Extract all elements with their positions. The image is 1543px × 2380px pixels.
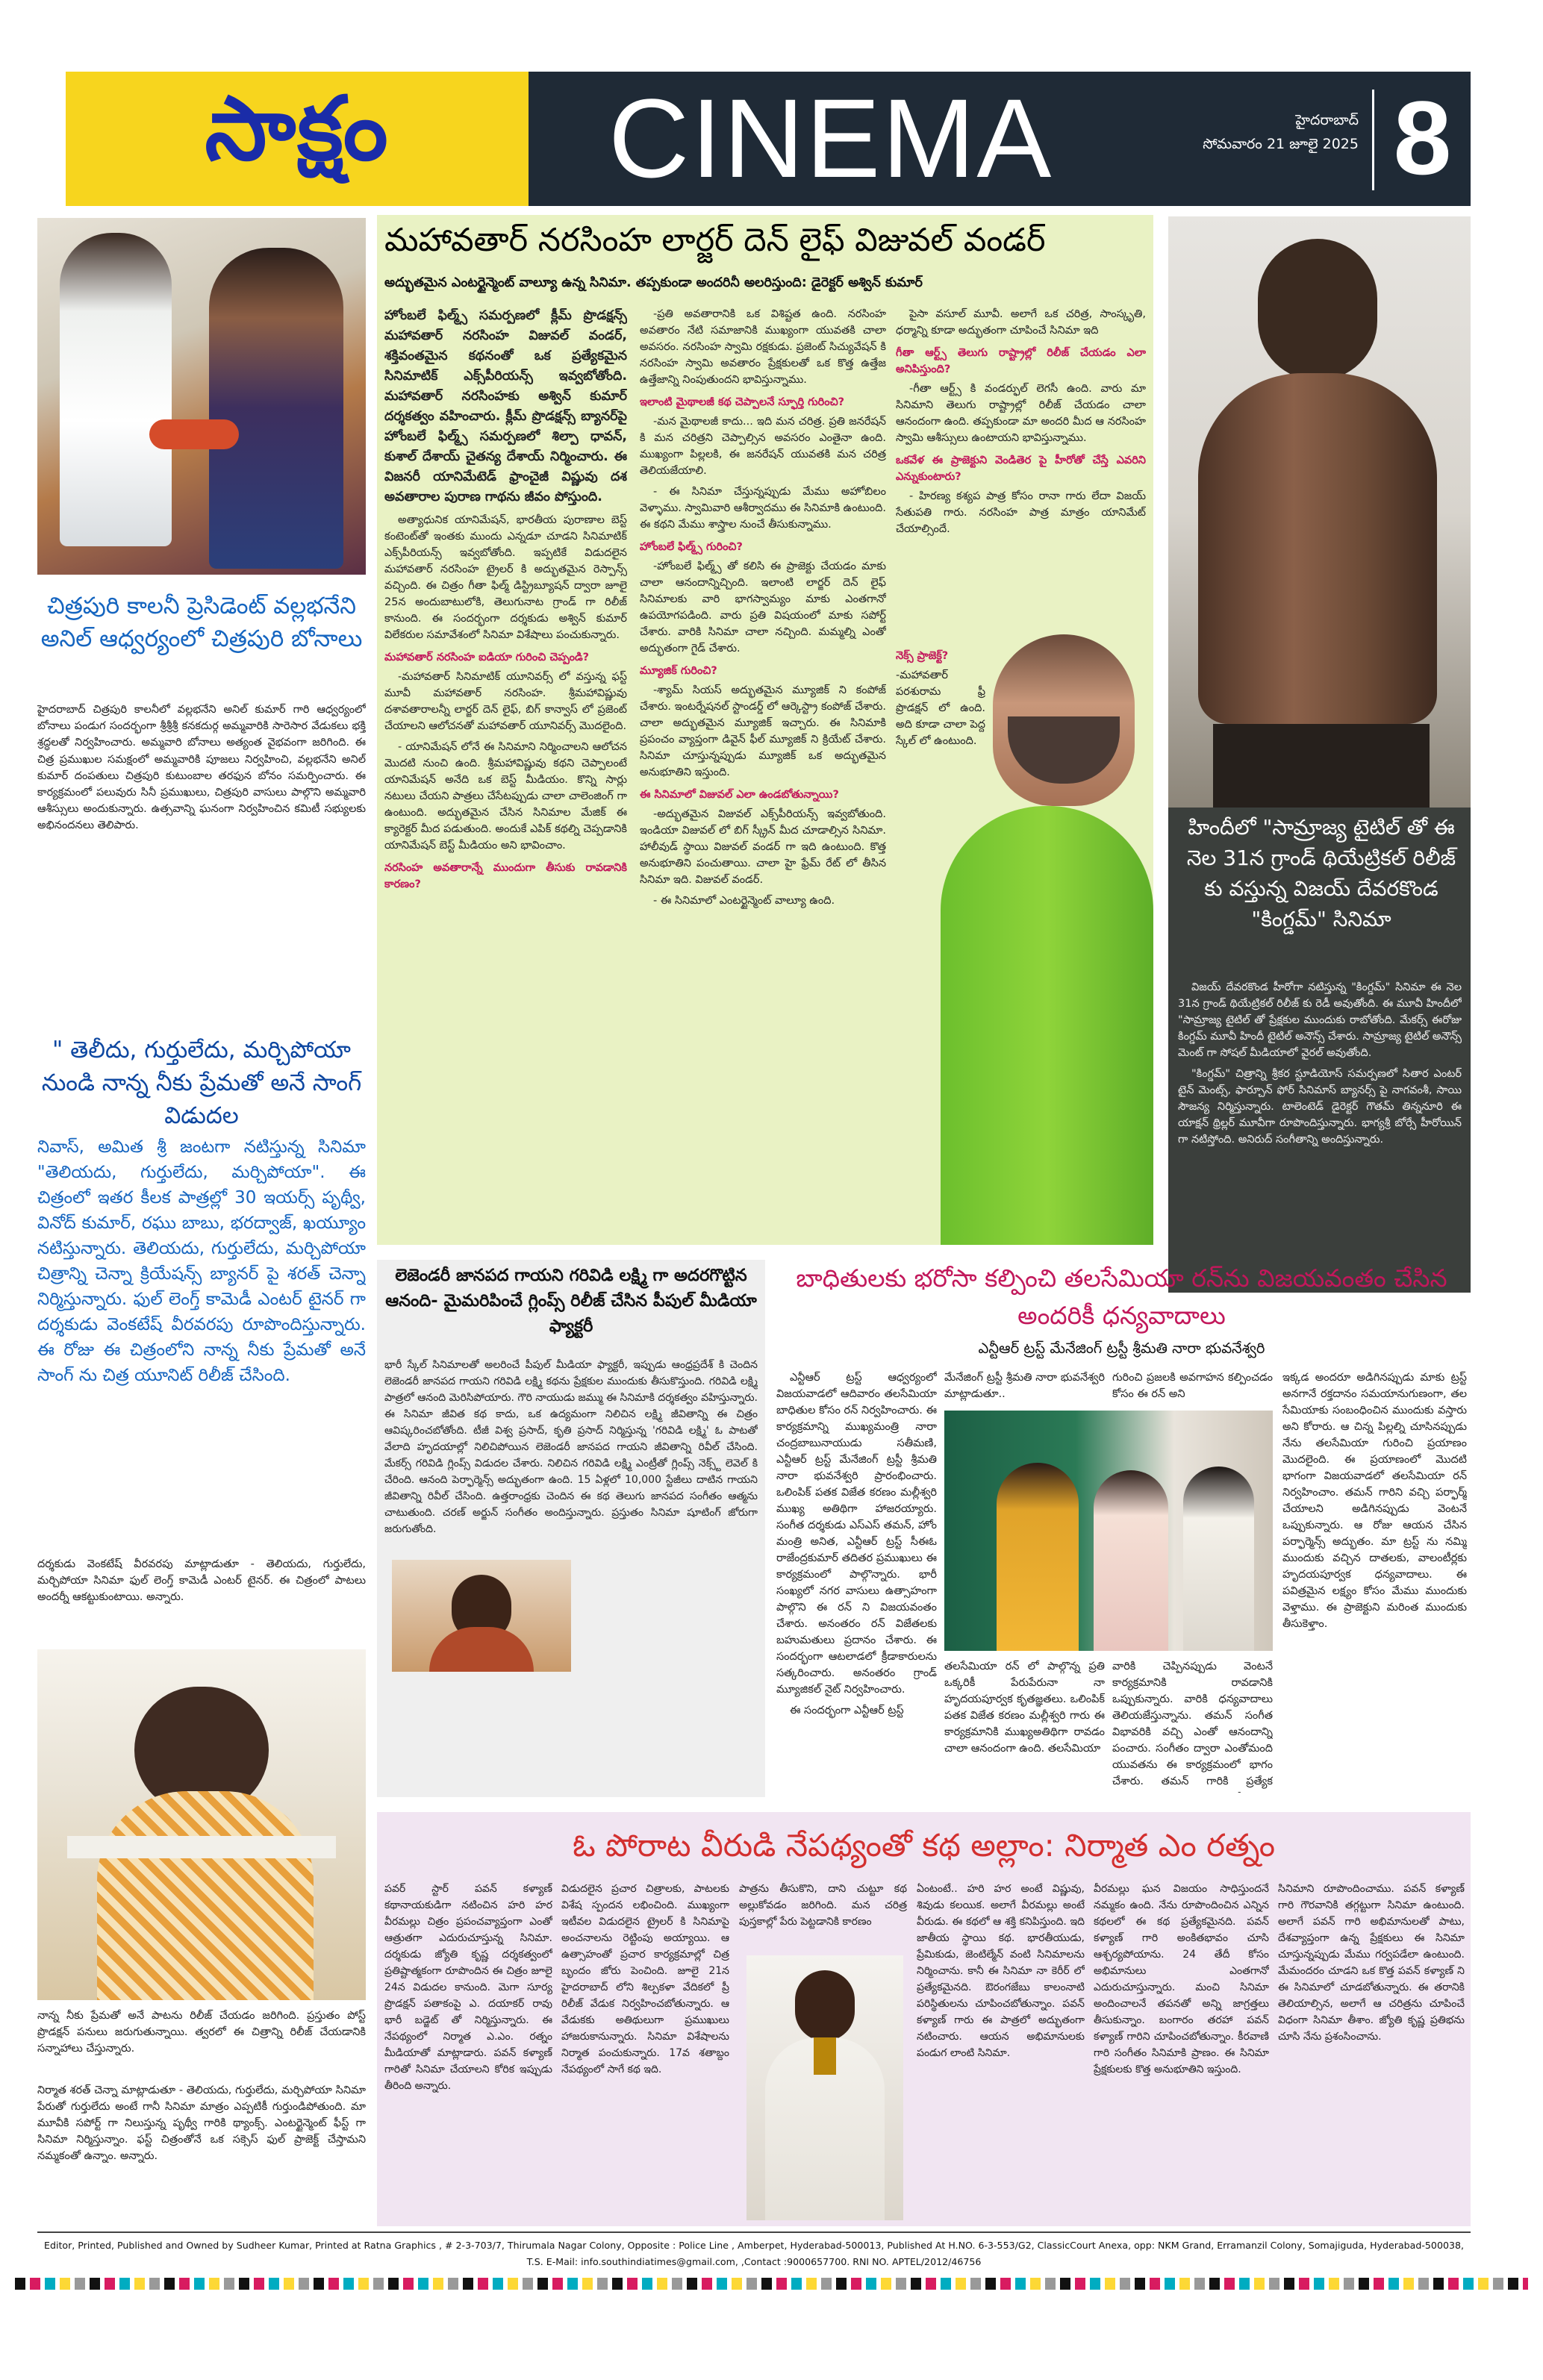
kingdom-headline: హిందీలో "సామ్రాజ్య టైటిల్ తో ఈ నెల 31న గ్రాండ్ థియేట్రికల్ రిలీజ్ కు వస్తున్న విజయ్ దేవరకొండ "కింగ్డమ్" సినిమా xyxy=(1186,815,1456,931)
footer-imprint: Editor, Printed, Published and Owned by Sudheer Kumar, Printed at Ratna Graphics , # 2-3-703/7, Thirumala Nagar Colony, Opposite : Police Line , Amberpet, Hyderabad-500013, Published At H.NO. 6-3-553/G2, ClassicCourt Anexa, opp: NKM Grand, Erramanzil Colony, Somajiguda, Hyderabad-500038, xyxy=(44,2240,1464,2251)
main-col-1-lead: హోంబలే ఫిల్మ్స్ సమర్పణలో క్లీమ్ ప్రొడక్షన్స్ మహావతార్ నరసింహ విజువల్ వండర్, శక్తివంతమైన కథనంతో ఒక ప్రత్యేకమైన సినిమాటిక్ ఎక్స్‌పీరియన్స్ ఇవ్వబోతోంది. మహావతార్ నరసింహకు అశ్విన్ కుమార్ దర్శకత్వం వహించారు. క్లీమ్ ప్రొడక్షన్స్ బ్యానర్‌పై హోంబలే ఫిల్మ్స్ సమర్పణలో శిల్పా ధావన్, కుశాల్ దేశాయ్ చైతన్య దేశాయ్ నిర్మించారు. ఈ విజనరీ యానిమేటెడ్ ఫ్రాంచైజీ విష్ణువు దశ అవతారాల పురాణ గాథను జీవం పోస్తుంది. xyxy=(384,308,627,505)
gummadi-body: భారీ స్కేల్ సినిమాలతో అలరించే పీపుల్ మీడియా ఫ్యాక్టరీ, ఇప్పుడు ఆంధ్రప్రదేశ్ కి చెందిన లెజెండరీ జానపద గాయని గరివిడి లక్ష్మి కథను ప్రేక్షకుల ముందుకు తీసుకొస్తుంది. గరివిడి లక్ష్మి పాత్రలో ఆనంది మెరిసిపోయారు. గౌరి నాయుడు జమ్ము ఈ సినిమాకి దర్శకత్వం వహిస్తున్నారు. ఈ సినిమా జీవిత కథ కాదు, ఒక ఉద్యమంగా నిలిచిన లక్ష్మి జీవితాన్ని ఈ చిత్రం ఆవిష్కరించబోతోంది. టీజీ విశ్వ ప్రసాద్, కృతి ప్రసాద్ నిర్మిస్తున్న 'గరివిడి లక్ష్మి' ఓ పాటతో వేలాది హృదయాల్లో నిలిచిపోయిన లెజెండరీ జానపద గాయని జీవితాన్ని రివీల్ చేసింది. మేకర్స్ గరివిడి గ్లింప్స్ విడుదల చేశారు. నిలిచిన గరివిడి లక్ష్మి ఎంట్రీతో గ్లింప్స్ నెక్స్ట్ లెవెల్ కి చేరింది. ఆనంది పెర్ఫార్మెన్స్ అద్భుతంగా ఉంది. 15 ఏళ్లలో 10,000 స్టేజీలు దాటిన గాయని జీవితాన్ని రివీల్ చేసింది. ఉత్తరాంధ్రకు చెందిన ఈ కథ తెలుగు జానపద సంగీతం ఆత్మను చాటుతుంది. చరణ్ అర్జున్ సంగీతం అందిస్తున్నారు. ప్రస్తుతం సినిమా షూటింగ్ జోరుగా జరుగుతోంది. xyxy=(384,1359,758,1535)
song-intro: నివాస్, అమిత శ్రీ జంటగా నటిస్తున్న సినిమా "తెలియదు, గుర్తులేదు, మర్చిపోయా". ఈ చిత్రంలో ఇతర కీలక పాత్రల్లో 30 ఇయర్స్ పృథ్వీ, వినోద్ కుమార్, రఘు బాబు, భరద్వాజ్, ఖయ్యూం నటిస్తున్నారు. తెలియదు, గుర్తులేదు, మర్చిపోయా చిత్రాన్ని చెన్నా క్రియేషన్స్ బ్యానర్ పై శరత్ చెన్నా నిర్మిస్తున్నారు. ఫుల్ లెంగ్త్ కామెడీ ఎంటర్ టైనర్ గా దర్శకుడు వెంకటేష్ వీరవరపు రూపొందిస్తున్నారు. ఈ రోజు ఈ చిత్రంలోని నాన్న నీకు ప్రేమతో అనే సాంగ్ ను చిత్ర యూనిట్ రిలీజ్ చేసింది. xyxy=(37,1137,366,1385)
main-q8: ఒకవేళ ఈ ప్రాజెక్టుని వెండితెర పై హీరోతో చేస్తే ఎవరిని ఎన్నుకుంటారు? xyxy=(896,455,1146,483)
logo: సాక్షం xyxy=(205,76,390,180)
main-col-3 xyxy=(896,306,1146,634)
song-body-3: నిర్మాత శరత్ చెన్నా మాట్లాడుతూ - తెలియదు, గుర్తులేదు, మర్చిపోయా సినిమా పేరుతో గుర్తులేదు అంటే గానీ సినిమా మాత్రం ఎప్పటికీ గుర్తుండిపోతుంది. మా మూవీకి సపోర్ట్ గా నిలుస్తున్న పృథ్వీ గారికి థ్యాంక్స్. ఎంటర్టైన్మెంట్ ఫీస్ట్ గా సినిమా నిర్మిస్తున్నాం. ఫస్ట్ చిత్రంతోనే ఒక సక్సెస్ ఫుల్ ప్రాజెక్ట్ చేస్తామని నమ్మకంతో ఉన్నాం. అన్నారు. xyxy=(37,2084,366,2162)
kingdom-body-2: "కింగ్డమ్" చిత్రాన్ని శ్రీకర స్టూడియోస్ సమర్పణలో సితార ఎంటర్ టైన్ మెంట్స్, ఫార్చూన్ ఫోర్ సినిమాస్ బ్యానర్స్ పై నాగవంశీ, సాయి సౌజన్య నిర్మిస్తున్నారు. టాలెంటెడ్ డైరెక్టర్ గౌతమ్ తిన్ననూరి ఈ యాక్షన్ థ్రిల్లర్ మూవీగా రూపొందిస్తున్నారు. భాగ్యశ్రీ బోర్సే హీరోయిన్ గా నటిస్తోంది. అనిరుద్ సంగీతాన్ని అందిస్తున్నారు. xyxy=(1178,1068,1462,1146)
song-headline: " తెలీదు, గుర్తులేదు, మర్చిపోయా నుండి నాన్న నీకు ప్రేమతో అనే సాంగ్ విడుదల xyxy=(41,1037,362,1129)
main-deck: అద్భుతమైన ఎంటర్టైన్మెంట్ వాల్యూ ఉన్న సినిమా. తప్పకుండా అందరినీ అలరిస్తుంది: డైరెక్టర్ అశ్విన్ కుమార్ xyxy=(384,275,923,290)
thalassemia-col-3a: గురించి ప్రజలకి అవగాహన కల్పించడం కోసం ఈ రన్ అని xyxy=(1112,1372,1273,1400)
bonalu-headline: చిత్రపురి కాలనీ ప్రెసిడెంట్ వల్లభనేని అనిల్ ఆధ్వర్యంలో చిత్రపురి బోనాలు xyxy=(40,593,363,652)
footer-rule xyxy=(37,2231,1471,2233)
main-q6: ఈ సినిమాలో విజువల్ ఎలా ఉండబోతున్నాయి? xyxy=(640,789,839,801)
thalassemia-col-2a: మేనేజింగ్ ట్రస్టీ శ్రీమతి నారా భువనేశ్వరి మాట్లాడుతూ.. xyxy=(944,1372,1105,1400)
main-a7: -గీతా ఆర్ట్స్ కి వండర్ఫుల్ లెగసీ ఉంది. వారు మా సినిమాని తెలుగు రాష్ట్రాల్లో రిలీజ్ చేయడం చాలా ఆనందంగా ఉంది. తప్పకుండా మా అందరి మీద ఆ నరసింహ స్వామి ఆశీస్సులు ఉంటాయని భావిస్తున్నాము. xyxy=(896,383,1146,444)
thalassemia-col-4: ఇక్కడ అందరూ అడిగినప్పుడు మాకు ట్రస్ట్ అనగానే రక్తదానం సమయానుగుణంగా, తల సేమియాకు సంబంధించిన ముందుకు వస్తారు అని కోరారు. ఆ చిన్న పిల్లల్ని చూసినప్పుడు నేను తలసేమియా గురించి ప్రయాణం మొదలైంది. ఈ ప్రయాణంలో మొదటి భాగంగా విజయవాడలో తలసేమియా రన్ నిర్వహించాం. తమన్ గారిని వచ్చి పర్ఫార్మ్ చేయాలని అడిగినప్పుడు వెంటనే ఒప్పుకున్నారు. ఆ రోజు ఆయన చేసిన పర్ఫార్మెన్స్ అద్భుతం. మా ట్రస్ట్ ను నమ్మి ముందుకు వచ్చిన దాతలకు, వాలంటీర్లకు హృదయపూర్వక ధన్యవాదాలు. ఈ పవిత్రమైన లక్ష్యం కోసం మేము ముందుకు వెళ్తాము. ఈ ప్రాజెక్టుని మరింత ముందుకు తీసుకెళ్తాం. xyxy=(1282,1372,1467,1630)
logo-block xyxy=(66,72,529,206)
thalassemia-col-3: వారికి చెప్పినప్పుడు వెంటనే కార్యక్రమానికి రావడానికి ఒప్పుకున్నారు. వారికి ధన్యవాదాలు తెలియజేస్తున్నాను. తమన్ సంగీత విభావరికి వచ్చి ఎంతో ఆనందాన్ని పంచారు. సంగీతం ద్వారా ఎంతోమంది యువతను ఈ కార్యక్రమంలో భాగం చేశారు. తమన్ గారికి ప్రత్యేక xyxy=(1112,1661,1273,1787)
main-a1: -మహావతార్ సినిమాటిక్ యూనివర్స్ లో వస్తున్న ఫస్ట్ మూవీ మహావతార్ నరసింహ. శ్రీమహావిష్ణువు దశావతారాలన్నీ లార్జర్ దెన్ లైఫ్, బిగ్ కాన్వాస్ లో ప్రజెంట్ చేయాలని ఆలోచనతో మహావతార్ యూనివర్స్ మొదలైంది. xyxy=(384,671,627,732)
footer-imprint-2: T.S. E-Mail: info.southindiatimes@gmail.com, ,Contact :9000657700. RNI NO. APTEL/2012/46756 xyxy=(526,2256,982,2267)
page-number: 8 xyxy=(1393,79,1452,196)
section-title: CINEMA xyxy=(608,75,1053,201)
hhvm-col-4: ఏంటంటే.. హరి హర అంటే విష్ణువు, శివుడు కలయిక. అలాగే వీరమల్లు అంటే వీరుడు. ఈ కథలో ఆ శక్తి కనిపిస్తుంది. ఇది జాతీయ స్థాయి కథ. భారతీయుడు, ప్రేమికుడు, జెంటిల్మేన్ వంటి సినిమాలను నిర్మించాను. కానీ ఈ సినిమా నా కెరీర్ లో ప్రత్యేకమైనది. ఔరంగజేబు కాలంనాటి పరిస్థితులను చూపించబోతున్నాం. పవన్ కళ్యాణ్ గారు ఈ పాత్రలో అద్భుతంగా నటించారు. ఆయన అభిమానులకు పండుగ లాంటి సినిమా. xyxy=(917,1883,1085,2059)
thalassemia-headline: బాధితులకు భరోసా కల్పించి తలసేమియా రన్‌ను విజయవంతం చేసిన అందరికీ ధన్యవాదాలు xyxy=(796,1264,1447,1330)
main-q5: మ్యూజిక్ గురించి? xyxy=(640,665,717,677)
thalassemia-deck: ఎన్టీఆర్ ట్రస్ట్ మేనేజింగ్ ట్రస్టీ శ్రీమతి నారా భువనేశ్వరి xyxy=(978,1340,1265,1357)
main-q2: నరసింహ అవతారాన్నే ముందుగా తీసుకు రావడానికి కారణం? xyxy=(384,862,627,890)
main-headline: మహావతార్ నరసింహ లార్జర్ దెన్ లైఫ్ విజువల్ వండర్ xyxy=(384,222,1046,259)
main-q1: మహావతార్ నరసింహ ఐడియా గురించి చెప్పండి? xyxy=(384,652,590,663)
main-a4: -హోంబలే ఫిల్మ్స్ తో కలిసి ఈ ప్రాజెక్టు చేయడం మాకు చాలా ఆనందాన్నిచ్చింది. ఇలాంటి లార్జర్ దెన్ లైఫ్ సినిమాలకు వారి భాగస్వామ్యం మాకు ఎంతగానో ఉపయోగపడింది. వారు ప్రతి విషయంలో మాకు సపోర్ట్ చేశారు. వారికి సినిమా చాలా నచ్చింది. మమ్మల్ని ఎంతో అద్భుతంగా గైడ్ చేశారు. xyxy=(640,560,886,655)
main-q4: హోంబలే ఫిల్మ్స్ గురించి? xyxy=(640,541,743,553)
song-body: దర్శకుడు వెంకటేష్ వీరవరపు మాట్లాడుతూ - తెలియదు, గుర్తులేదు, మర్చిపోయా సినిమా ఫుల్ లెంగ్త్ కామెడీ ఎంటర్ టైనర్. ఈ చిత్రంలో పాటలు అందర్నీ ఆకట్టుకుంటాయి. అన్నారు. xyxy=(37,1558,366,1603)
gummadi-headline: లెజెండరీ జానపద గాయని గరివిడి లక్ష్మి గా అదరగొట్టిన ఆనంది- మైమరిపించే గ్లింప్స్ రిలీజ్ చేసిన పీపుల్ మీడియా ఫ్యాక్టరీ xyxy=(385,1266,757,1336)
main-col-1 xyxy=(384,306,627,1239)
thalassemia-col-1-body: ఎన్టీఆర్ ట్రస్ట్ ఆధ్వర్యంలో విజయవాడలో ఆదివారం తలసేమియా బాధితుల కోసం రన్ నిర్వహించారు. ఈ కార్యక్రమాన్ని ముఖ్యమంత్రి నారా చంద్రబాబునాయుడు సతీమణి, ఎన్టీఆర్ ట్రస్ట్ మేనేజింగ్ ట్రస్టీ శ్రీమతి నారా భువనేశ్వరి ప్రారంభించారు. ఒలింపిక్ పతక విజేత కరణం మల్లీశ్వరి ముఖ్య అతిథిగా హాజరయ్యారు. సంగీత దర్శకుడు ఎస్ఎస్ తమన్, హోం మంత్రి అనిత, ఎన్టీఆర్ ట్రస్ట్ సీఈఓ రాజేంద్రకుమార్ తదితర ప్రముఖులు ఈ కార్యక్రమంలో పాల్గొన్నారు. భారీ సంఖ్యలో నగర వాసులు ఉత్సాహంగా పాల్గొని ఈ రన్ ని విజయవంతం చేశారు. అనంతరం రన్ విజేతలకు బహుమతులు ప్రదానం చేశారు. ఈ సందర్భంగా ఆటలాడలో క్రీడాకారులను సత్కరించారు. అనంతరం గ్రాండ్ మ్యూజికల్ నైట్ నిర్వహించారు. xyxy=(776,1372,937,1696)
hhvm-photo xyxy=(746,1955,903,2220)
thalassemia-photo xyxy=(944,1411,1273,1651)
main-a1b: - యానిమేషన్ లోనే ఈ సినిమాని నిర్మించాలని ఆలోచన మొదటి నుంచి ఉంది. శ్రీమహావిష్ణువు కథని చెప్పాలంటే యానిమేషన్ అనేది ఒక బెస్ట్ మీడియం. కొన్ని సార్లు నటులు చేయని పాత్రలు చేసేటప్పుడు చాలా చాలెంజింగ్ గా ఉంటుంది. అద్భుతమైన చేసిన సినిమాల మేజిక్ ఈ క్యారెక్టర్ మీద పడుతుంది. అందుకే ఎపిక్ కథల్ని చెప్పడానికి యానిమేషన్ బెస్ట్ మీడియం అని భావించాం. xyxy=(384,741,627,852)
hhvm-col-6: సినిమాని రూపొందించాము. పవన్ కళ్యాణ్ గారి గౌరవానికి తగ్గట్టుగా సినిమా ఉంటుంది. అలాగే పవన్ గారి అభిమానులతో పాటు, దేశవ్యాప్తంగా ఉన్న ప్రేక్షకులు ఈ సినిమా చూస్తున్నప్పుడు మేము గర్వపడేలా ఉంటుంది. మేమందరం చూడని ఒక కొత్త పవన్ కళ్యాణ్ ని ఈ సినిమాలో చూడబోతున్నారు. ఈ తరానికి తెలియాల్సిన, అలాగే ఆ చరిత్రను చూపించే విధంగా సినిమా తీశాం. జ్యోతి కృష్ణ ప్రతిభను చూసి నేను ప్రశంసించాను. xyxy=(1278,1883,1465,2043)
main-a5: -శ్యామ్ సియస్ అద్భుతమైన మ్యూజిక్ ని కంపోజ్ చేశారు. ఇంటర్నేషనల్ స్టాండర్డ్ లో ఆర్కెస్ట్రా కంపోజ్ చేశారు. చాలా అద్భుతమైన మ్యూజిక్ ఇచ్చారు. ఈ సినిమాకి ప్రపంచం వ్యాప్తంగా డివైన్ ఫీల్ మ్యూజిక్ ని క్రియేట్ చేశారు. సినిమా చూస్తున్నప్పుడు మ్యూజిక్ ఒక అద్భుతమైన అనుభూతిని ఇస్తుంది. xyxy=(640,684,886,778)
hhvm-col-5: వీరమల్లు ఘన విజయం సాధిస్తుందనే నమ్మకం ఉంది. నేను రూపొందించిన ఎన్నిన కథలలో ఈ కథ ప్రత్యేకమైనది. పవన్ కళ్యాణ్ గారి అంకితభావం చూసి ఆశ్చర్యపోయాను. 24 తేదీ కోసం అభిమానులు ఎంతగానో ఎదురుచూస్తున్నారు. మంచి సినిమా అందించాలనే తపనతో అన్ని జాగ్రత్తలు తీసుకున్నాం. బంగారం తరహా పవన్ కళ్యాణ్ గారిని చూపించబోతున్నాం. కీరవాణి గారి సంగీతం సినిమాకి ప్రాణం. ఈ సినిమా ప్రేక్షకులకు కొత్త అనుభూతిని ఇస్తుంది. xyxy=(1094,1883,1269,2076)
director-photo xyxy=(896,619,1153,1245)
thalassemia-col-1b: ఈ సందర్భంగా ఎన్టీఆర్ ట్రస్ట్ xyxy=(790,1705,904,1717)
masthead-city: హైదరాబాద్ xyxy=(1295,112,1359,128)
main-q7: గీతా ఆర్ట్స్ తెలుగు రాష్ట్రాల్లో రిలీజ్ చేయడం ఎలా అనిపిస్తుంది? xyxy=(896,347,1146,375)
hhvm-col-2: విడుదలైన ప్రచార చిత్రాలకు, పాటలకు విశేష స్పందన లభించింది. ముఖ్యంగా ఇటీవల విడుదలైన ట్రైలర్ కి సినిమాపై అంచనాలను రెట్టింపు అయ్యాయి. ఆ ఉత్సాహంతో ప్రచార కార్యక్రమాల్లో చిత్ర బృందం జోరు పెంచింది. జూలై 21న హైదరాబాద్ లోని శిల్పకళా వేదికలో ప్రీ రిలీజ్ వేడుక నిర్వహించబోతున్నారు. ఆ వేడుకకు అతిథులుగా ప్రముఖులు హాజరుకానున్నారు. సినిమా విశేషాలను నిర్మాత పంచుకున్నారు. 17వ శతాబ్దం నేపథ్యంలో సాగే కథ ఇది. xyxy=(561,1883,729,2076)
main-a9: -మహావతార్ పరశురామ ఫ్రీ ప్రొడక్షన్ లో ఉంది. అది కూడా చాలా పెద్ద స్కేల్ లో ఉంటుంది. xyxy=(896,669,985,747)
masthead-divider xyxy=(1372,90,1374,190)
main-a8: - హిరణ్య కశ్యప పాత్ర కోసం రానా గారు లేదా విజయ్ సేతుపతి గారు. నరసింహ పాత్ర మాత్రం యానిమేట్ చేయాల్సిందే. xyxy=(896,490,1146,535)
kingdom-poster xyxy=(1168,216,1471,808)
kingdom-body xyxy=(1178,979,1462,1285)
bonalu-photo xyxy=(37,218,366,575)
main-a3: -మన మైథాలజీ కాదు... ఇది మన చరిత్ర. ప్రతి జనరేషన్ కి మన చరిత్రని చెప్పాల్సిన అవసరం ఎంతైనా ఉంది. ముఖ్యంగా పిల్లలకి, ఈ జనరేషన్ యువతకి మన చరిత్ర తెలియజేయాలి. xyxy=(640,416,886,477)
masthead-date: సోమవారం 21 జూలై 2025 xyxy=(1203,136,1359,152)
main-col-2-body: -ప్రతి అవతారానికి ఒక విశిష్టత ఉంది. నరసింహ అవతారం నేటి సమాజానికి ముఖ్యంగా యువతకి చాలా అవసరం. నరసింహ స్వామి రక్షకుడు. ప్రజెంట్ సిచ్యువేషన్ కి నరసింహ స్వామి అవతారం ప్రేక్షకులతో ఒక కొత్త ఉత్తేజ ఉత్తేజాన్ని నింపుతుందని భావిస్తున్నాము. xyxy=(640,308,886,386)
main-a3b: - ఈ సినిమా చేస్తున్నప్పుడు మేము అహోబిలం వెళ్ళాము. స్వామివారి ఆశీర్వాదము ఈ సినిమాకి ఉంటుంది. ఈ కథని మేము శాస్త్రాల నుంచే తీసుకున్నాము. xyxy=(640,486,886,531)
hhvm-col-3: పాత్రను తీసుకొని, దాని చుట్టూ కథ అల్లుకోవడం జరిగింది. మన చరిత్ర పుస్తకాల్లో పేరు పెట్టడానికి కారణం xyxy=(739,1883,907,1928)
hhvm-col-1: పవర్ స్టార్ పవన్ కళ్యాణ్ కథానాయకుడిగా నటించిన హరి హర వీరమల్లు చిత్రం ప్రపంచవ్యాప్తంగా ఎంతో ఆత్రుతగా ఎదురుచూస్తున్న సినిమా. దర్శకుడు జ్యోతి కృష్ణ దర్శకత్వంలో ప్రతిష్టాత్మకంగా రూపొందిన ఈ చిత్రం జూలై 24న విడుదల కానుంది. మెగా సూర్య ప్రొడక్షన్ పతాకంపై ఎ. దయాకర్ రావు భారీ బడ్జెట్ తో నిర్మిస్తున్నారు. ఈ నేపథ్యంలో నిర్మాత ఎ.ఎం. రత్నం మీడియాతో మాట్లాడారు. పవన్ కళ్యాణ్ గారితో సినిమా చేయాలని కోరిక ఇప్పుడు తీరింది అన్నారు. xyxy=(384,1883,552,2092)
main-col-2 xyxy=(640,306,886,1239)
color-registration-bar xyxy=(15,2278,1528,2290)
main-col-1-body: అత్యాధునిక యానిమేషన్, భారతీయ పురాణాల బెస్ట్ కంటెంట్‌తో ఇంతకు ముందు ఎన్నడూ చూడని సినిమాటిక్ ఎక్స్‌పీరియన్స్ ఇవ్వబోతోంది. ఇప్పటికే విడుదలైన మహావతార్ నరసింహ ట్రైలర్ కి అద్భుతమైన రెస్పాన్స్ వచ్చింది. ఈ చిత్రం గీతా ఫిల్మ్ డిస్ట్రిబ్యూషన్ ద్వారా జూలై 25న అందుబాటులోకి, తెలుగునాట గ్రాండ్ గా రిలీజ్ కానుంది. ఈ సందర్భంగా దర్శకుడు అశ్విన్ కుమార్ విలేకరుల సమావేశంలో సినిమా విశేషాలు పంచుకున్నారు. xyxy=(384,514,627,641)
main-q3: ఇలాంటి మైథాలజీ కథ చెప్పాలనే స్ఫూర్తి గురించి? xyxy=(640,396,845,408)
gummadi-photo xyxy=(392,1560,571,1672)
song-photo xyxy=(37,1649,366,2000)
main-col-3-body: పైసా వసూల్ మూవీ. అలాగే ఒక చరిత్ర, సాంస్కృతి, ధర్మాన్ని కూడా అద్భుతంగా చూపించే సినిమా ఇది xyxy=(896,308,1146,337)
main-a6: -అద్భుతమైన విజువల్ ఎక్స్‌పీరియన్స్ ఇవ్వబోతుంది. ఇండియా విజువల్ లో బిగ్ స్క్రీన్ మీద చూడాల్సిన సినిమా. హాలీవుడ్ స్థాయి విజువల్ వండర్ గా ఇది ఉంటుంది. కొత్త అనుభూతిని పంచుతాయి. చాలా హై ఫ్రేమ్ రేట్ లో తీసిన సినిమా ఇది. విజువల్ వండర్. xyxy=(640,808,886,886)
thalassemia-col-1 xyxy=(776,1369,937,1795)
main-q9: నెక్స్ ప్రాజెక్ట్? xyxy=(896,650,949,662)
main-a6b: - ఈ సినిమాలో ఎంటర్టైన్మెంట్ వాల్యూ ఉంది. xyxy=(653,895,835,907)
song-body-2: నాన్న నీకు ప్రేమతో అనే పాటను రిలీజ్ చేయడం జరిగింది. ప్రస్తుతం పోస్ట్ ప్రొడక్షన్ పనులు జరుగుతున్నాయి. త్వరలో ఈ చిత్రాన్ని రిలీజ్ చేయడానికి సన్నాహాలు చేస్తున్నారు. xyxy=(37,2010,366,2055)
thalassemia-col-2: తలసేమియా రన్ లో పాల్గొన్న ప్రతి ఒక్కరికీ పేరుపేరునా నా హృదయపూర్వక కృతజ్ఞతలు. ఒలింపిక్ పతక విజేత కరణం మల్లీశ్వరి గారు ఈ కార్యక్రమానికి ముఖ్యఅతిథిగా రావడం చాలా ఆనందంగా ఉంది. తలసేమియా xyxy=(944,1661,1105,1755)
hhvm-headline: ఓ పోరాట వీరుడి నేపథ్యంతో కథ అల్లాం: నిర్మాత ఎం రత్నం xyxy=(572,1827,1276,1864)
kingdom-body-1: విజయ్ దేవరకొండ హీరోగా నటిస్తున్న "కింగ్డమ్" సినిమా ఈ నెల 31న గ్రాండ్ థియేట్రికల్ రిలీజ్ కు రెడీ అవుతోంది. ఈ మూవీ హిందీలో "సామ్రాజ్య టైటిల్ తో ప్రేక్షకుల ముందుకు రాబోతోంది. మేకర్స్ ఈరోజు కింగ్డమ్ మూవీ హిందీ టైటిల్ అనౌన్స్ చేశారు. సామ్రాజ్య టైటిల్ అనౌన్స్ మెంట్ గా సోషల్ మీడియాలో వైరల్ అవుతోంది. xyxy=(1178,981,1462,1059)
bonalu-body: హైదరాబాద్ చిత్రపురి కాలనీలో వల్లభనేని అనిల్ కుమార్ గారి ఆధ్వర్యంలో బోనాలు పండుగ సందర్భంగా శ్రీశ్రీశ్రీ కనకదుర్గ అమ్మవారికి సారెసార వేడుకలు భక్తి శ్రద్ధలతో నిర్వహించారు. అమ్మవారి బోనాలు అత్యంత వైభవంగా జరిగింది. ఈ చిత్ర ప్రముఖుల సమక్షంలో అమ్మవారికి పూజలు నిర్వహించి, వల్లభనేని అనిల్ కుమార్ దంపతులు చిత్రపురి కుటుంబాల తరఫున బోనం సమర్పించారు. ఈ కార్యక్రమంలో పలువురు సినీ ప్రముఖులు, చిత్రపురి వాసులు పాల్గొని అమ్మవారి ఆశీస్సులు అందుకున్నారు. ఉత్సవాన్ని ఘనంగా నిర్వహించిన కమిటీ సభ్యులకు అభినందనలు తెలిపారు. xyxy=(37,704,366,832)
